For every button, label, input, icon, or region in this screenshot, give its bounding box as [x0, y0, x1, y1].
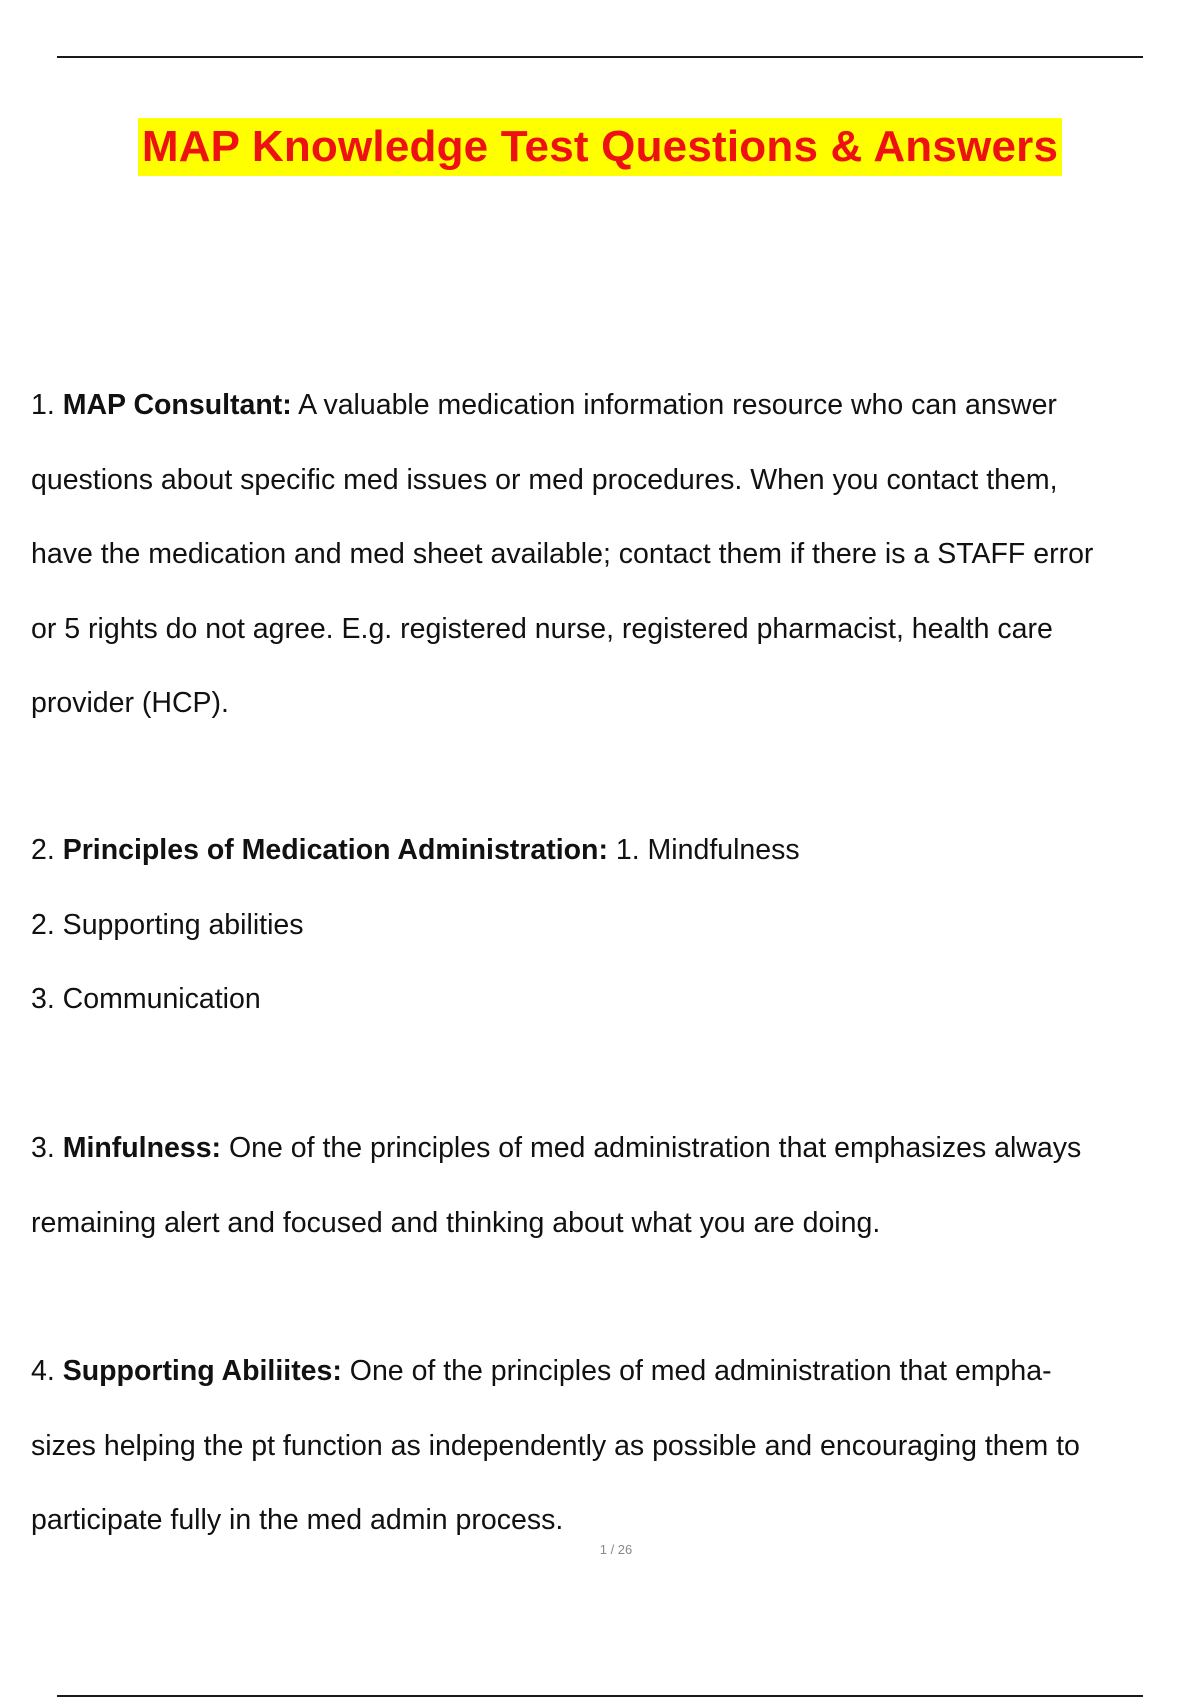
qa-item-3-term: Minfulness:: [62, 1132, 222, 1164]
qa-item-4-term: Supporting Abiliites:: [62, 1355, 342, 1387]
qa-item-2-text-1: 1. Mindfulness: [607, 834, 800, 866]
qa-item-3-text-2: remaining alert and focused and thinking about what you are doing.: [31, 1206, 881, 1239]
qa-item-3-text-1: One of the principles of med administration that emphasizes always: [221, 1132, 1082, 1164]
qa-item-3-line-1: [31, 1111, 1200, 1186]
qa-item-1-text-1: A valuable medication information resource who can answer: [291, 389, 1057, 421]
page-indicator: 1 / 26: [599, 1542, 633, 1557]
qa-item-4-text-1: One of the principles of med administration that empha-: [341, 1355, 1052, 1387]
qa-item-1-text-3: have the medication and med sheet available; contact them if there is a STAFF error: [31, 538, 1094, 570]
qa-item-4-line-1: [31, 1334, 1200, 1409]
qa-item-3: [31, 1111, 1200, 1260]
qa-item-1-text-4: or 5 rights do not agree. E.g. registered nurse, registered pharmacist, health care: [31, 612, 1053, 645]
qa-item-1-text-5: provider (HCP).: [31, 687, 229, 719]
qa-item-4-text-2: sizes helping the pt function as independently as possible and encouraging them to: [31, 1429, 1080, 1462]
qa-item-2-text-3: 3. Communication: [31, 983, 261, 1015]
top-rule: [57, 56, 1143, 58]
qa-item-2-line-1: [31, 813, 1200, 888]
qa-item-1-term: MAP Consultant:: [62, 389, 292, 421]
qa-item-4-number: 4.: [31, 1355, 55, 1387]
qa-item-2: [31, 813, 1200, 1037]
bottom-rule: [57, 1695, 1143, 1697]
document-title: MAP Knowledge Test Questions & Answers: [138, 118, 1062, 176]
qa-item-1: [31, 368, 1200, 741]
qa-item-2-number: 2.: [31, 834, 55, 866]
qa-item-2-term: Principles of Medication Administration:: [62, 834, 608, 866]
qa-item-2-text-2: 2. Supporting abilities: [31, 908, 304, 941]
qa-item-4-text-3: participate fully in the med admin process.: [31, 1504, 564, 1536]
qa-item-4: [31, 1334, 1200, 1558]
qa-item-3-number: 3.: [31, 1132, 55, 1164]
title-container: [0, 118, 1200, 176]
qa-item-1-text-2: questions about specific med issues or med procedures. When you contact them,: [31, 463, 1058, 496]
qa-item-1-number: 1.: [31, 389, 55, 421]
qa-item-1-line-1: [31, 368, 1200, 443]
